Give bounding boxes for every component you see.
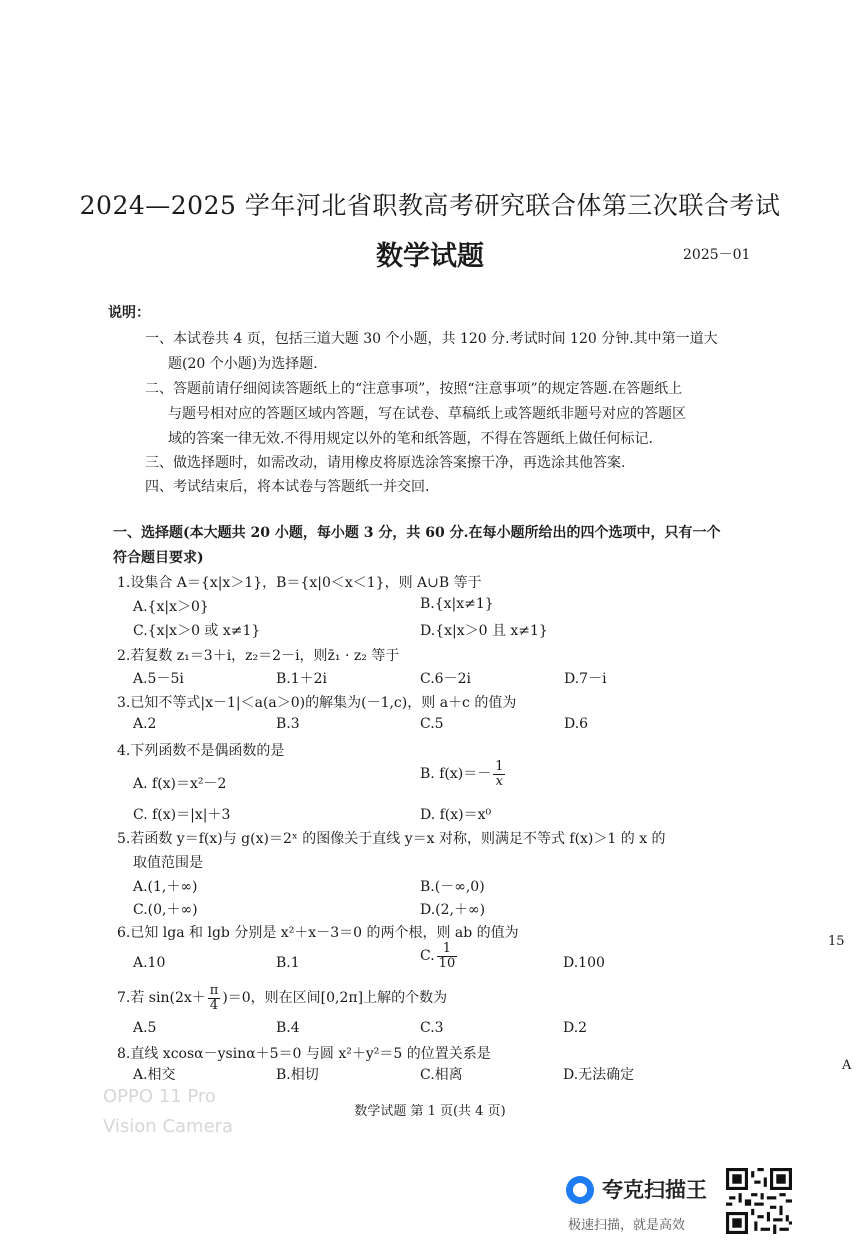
question-8-option-c: C.相离 xyxy=(420,1067,463,1083)
fraction-denominator: 10 xyxy=(438,955,456,971)
scanner-app-name: 夸克扫描王 xyxy=(602,1178,707,1202)
question-6-stem: 6.已知 lga 和 lgb 分别是 x²＋x－3＝0 的两个根，则 ab 的值为 xyxy=(117,925,519,941)
fraction-numerator: π xyxy=(209,983,219,998)
question-5-option-a: A.(1,＋∞) xyxy=(133,879,198,895)
question-6-option-b: B.1 xyxy=(276,955,300,971)
question-4-option-b xyxy=(420,760,507,788)
question-1-option-d: D.{x|x＞0 且 x≠1} xyxy=(420,623,548,639)
question-4-stem: 4.下列函数不是偶函数的是 xyxy=(117,743,285,759)
fraction-denominator: 4 xyxy=(209,997,219,1013)
question-7-option-d: D.2 xyxy=(563,1020,588,1036)
question-4-option-b-prefix: B. f(x)＝－ xyxy=(420,766,492,783)
question-5-stem-line-1: 5.若函数 y＝f(x)与 g(x)＝2ˣ 的图像关于直线 y＝x 对称，则满足不等式 f(x)＞1 的 x 的 xyxy=(117,831,666,847)
question-2-option-c: C.6－2i xyxy=(420,671,471,687)
question-8-option-a: A.相交 xyxy=(133,1067,176,1083)
fraction-numerator: 1 xyxy=(437,942,458,957)
question-6-option-c-fraction xyxy=(437,942,458,970)
fraction-denominator: x xyxy=(495,773,504,789)
margin-mark: A xyxy=(842,1058,852,1073)
question-8-option-d: D.无法确定 xyxy=(563,1067,635,1083)
section-header-line-1: 一、选择题(本大题共 20 小题，每小题 3 分，共 60 分.在每小题所给出的四个选项中，只有一个 xyxy=(113,525,721,541)
question-1-option-a: A.{x|x＞0} xyxy=(133,599,209,615)
section-header-line-2: 符合题目要求) xyxy=(113,550,204,566)
note-2-line-3: 域的答案一律无效.不得用规定以外的笔和纸答题，不得在答题纸上做任何标记. xyxy=(168,431,653,447)
question-2-option-b: B.1＋2i xyxy=(276,671,328,687)
question-2-option-d: D.7－i xyxy=(564,671,607,687)
question-7-option-c: C.3 xyxy=(420,1020,444,1036)
question-7-option-b: B.4 xyxy=(276,1020,300,1036)
page-footer: 数学试题 第 1 页(共 4 页) xyxy=(354,1104,506,1119)
scanner-tagline: 极速扫描，就是高效 xyxy=(568,1218,686,1233)
question-4-option-a: A. f(x)＝x²－2 xyxy=(133,776,227,792)
question-5-option-c: C.(0,＋∞) xyxy=(133,902,198,918)
question-6-option-c xyxy=(420,942,459,970)
question-7-stem xyxy=(117,984,447,1012)
question-8-option-b: B.相切 xyxy=(276,1067,319,1083)
question-3-option-d: D.6 xyxy=(564,716,589,732)
note-4-line-1: 四、考试结束后，将本试卷与答题纸一并交回. xyxy=(145,479,430,495)
fraction-numerator: 1 xyxy=(495,759,504,774)
question-5-option-b: B.(－∞,0) xyxy=(420,879,485,895)
question-7-stem-suffix: )＝0，则在区间[0,2π]上解的个数为 xyxy=(222,990,448,1007)
question-3-stem: 3.已知不等式|x－1|＜a(a＞0)的解集为(－1,c)，则 a＋c 的值为 xyxy=(117,695,517,711)
question-1-option-c: C.{x|x＞0 或 x≠1} xyxy=(133,623,261,639)
notes-heading: 说明： xyxy=(108,305,150,321)
question-6-option-a: A.10 xyxy=(133,955,166,971)
question-6-option-c-prefix: C. xyxy=(420,948,435,965)
note-2-line-1: 二、答题前请仔细阅读答题纸上的“注意事项”，按照“注意事项”的规定答题.在答题纸上 xyxy=(145,381,683,397)
question-6-option-d: D.100 xyxy=(563,955,605,971)
camera-watermark-line-1: OPPO 11 Pro xyxy=(103,1086,216,1107)
question-4-option-c: C. f(x)＝|x|＋3 xyxy=(133,807,231,823)
scanner-logo-icon xyxy=(566,1176,594,1204)
camera-watermark-line-2: Vision Camera xyxy=(103,1116,234,1137)
exam-subtitle: 数学试题 xyxy=(376,241,484,272)
question-3-option-a: A.2 xyxy=(133,716,157,732)
question-3-option-b: B.3 xyxy=(276,716,300,732)
note-3-line-1: 三、做选择题时，如需改动，请用橡皮将原选涂答案擦干净，再选涂其他答案. xyxy=(145,455,626,471)
question-1-option-b: B.{x|x≠1} xyxy=(420,596,494,612)
note-1-line-1: 一、本试卷共 4 页，包括三道大题 30 个小题，共 120 分.考试时间 120 分钟.其中第一道大 xyxy=(145,331,718,347)
question-4-option-d: D. f(x)＝x⁰ xyxy=(420,807,492,823)
note-1-line-2: 题(20 个小题)为选择题. xyxy=(168,356,318,372)
exam-title: 2024—2025 学年河北省职教高考研究联合体第三次联合考试 xyxy=(79,191,781,220)
question-3-option-c: C.5 xyxy=(420,716,444,732)
question-4-option-b-fraction xyxy=(493,760,505,788)
margin-number: 15 xyxy=(828,934,845,949)
question-5-option-d: D.(2,＋∞) xyxy=(420,902,486,918)
question-7-option-a: A.5 xyxy=(133,1020,157,1036)
qr-code-icon xyxy=(726,1168,792,1234)
question-8-stem: 8.直线 xcosα－ysinα＋5＝0 与圆 x²＋y²＝5 的位置关系是 xyxy=(117,1046,491,1062)
exam-date: 2025－01 xyxy=(683,247,751,263)
note-2-line-2: 与题号相对应的答题区域内答题，写在试卷、草稿纸上或答题纸非题号对应的答题区 xyxy=(168,406,686,422)
question-2-option-a: A.5－5i xyxy=(133,671,184,687)
question-7-stem-prefix: 7.若 sin(2x＋ xyxy=(117,990,206,1007)
question-1-stem: 1.设集合 A＝{x|x＞1}，B＝{x|0＜x＜1}，则 A∪B 等于 xyxy=(117,575,482,591)
question-5-stem-line-2: 取值范围是 xyxy=(133,855,203,871)
question-7-stem-fraction xyxy=(208,984,221,1012)
question-2-stem: 2.若复数 z₁＝3＋i，z₂＝2－i，则z̄₁ · z₂ 等于 xyxy=(117,648,400,664)
scanner-logo xyxy=(566,1174,721,1244)
